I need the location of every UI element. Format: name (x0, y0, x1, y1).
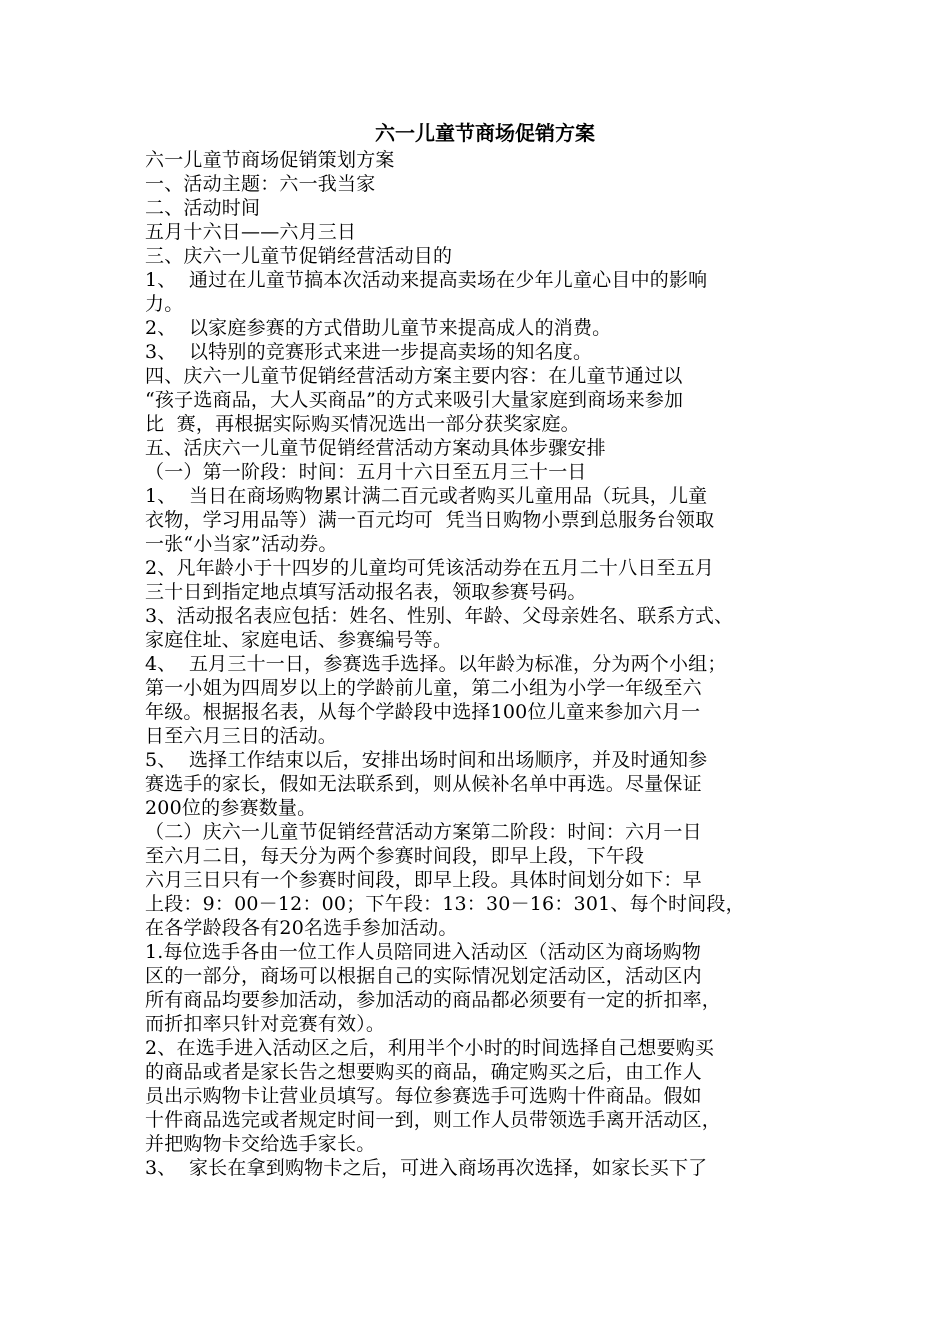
text-line: 三、庆六一儿童节促销经营活动目的 (145, 245, 453, 267)
text-line: 六月三日只有一个参赛时间段，即早上段。具体时间划分如下：早 (145, 869, 702, 891)
text-line: 区的一部分，商场可以根据自己的实际情况划定活动区，活动区内 (145, 965, 702, 987)
text-line: 第一小姐为四周岁以上的学龄前儿童，第二小组为小学一年级至六 (145, 677, 702, 699)
text-line: 2、 以家庭参赛的方式借助儿童节来提高成人的消费。 (145, 317, 612, 339)
text-line: 三十日到指定地点填写活动报名表，领取参赛号码。 (145, 581, 587, 603)
text-line: 五月十六日——六月三日 (145, 221, 357, 243)
text-line: 1、 通过在儿童节搞本次活动来提高卖场在少年儿童心目中的影响 (145, 269, 708, 291)
text-line: 十件商品选完或者规定时间一到，则工作人员带领选手离开活动区， (145, 1109, 722, 1131)
text-line: 一张“小当家”活动券。 (145, 533, 338, 555)
text-line: 4、 五月三十一日，参赛选手选择。以年龄为标准，分为两个小组； (145, 653, 727, 675)
text-line: （一）第一阶段：时间：五月十六日至五月三十一日 (145, 461, 587, 483)
text-line: 2、凡年龄小于十四岁的儿童均可凭该活动券在五月二十八日至五月 (145, 557, 715, 579)
text-line: 2、在选手进入活动区之后，利用半个小时的时间选择自己想要购买 (145, 1037, 715, 1059)
text-line: 一、活动主题：六一我当家 (145, 173, 376, 195)
text-line: 家庭住址、家庭电话、参赛编号等。 (145, 629, 453, 651)
text-line: 赛选手的家长，假如无法联系到，则从候补名单中再选。尽量保证 (145, 773, 702, 795)
document-page (145, 120, 825, 1180)
text-line: （二）庆六一儿童节促销经营活动方案第二阶段：时间：六月一日 (145, 821, 702, 843)
text-line: 至六月二日，每天分为两个参赛时间段，即早上段，下午段 (145, 845, 645, 867)
text-line: 日至六月三日的活动。 (145, 725, 338, 747)
text-line: 比 赛，再根据实际购买情况选出一部分获奖家庭。 (145, 413, 580, 435)
text-line: 3、 家长在拿到购物卡之后，可进入商场再次选择，如家长买下了 (145, 1157, 708, 1179)
text-line: 二、活动时间 (145, 197, 261, 219)
document-body (145, 148, 825, 1180)
text-line: 四、庆六一儿童节促销经营活动方案主要内容：在儿童节通过以 (145, 365, 683, 387)
text-line: 在各学龄段各有20名选手参加活动。 (145, 917, 458, 939)
text-line: 3、 以特别的竞赛形式来进一步提高卖场的知名度。 (145, 341, 593, 363)
text-line: 员出示购物卡让营业员填写。每位参赛选手可选购十件商品。假如 (145, 1085, 702, 1107)
text-line: 1、 当日在商场购物累计满二百元或者购买儿童用品（玩具，儿童 (145, 485, 708, 507)
text-line: 而折扣率只针对竞赛有效）。 (145, 1013, 386, 1035)
text-line: 1.每位选手各由一位工作人员陪同进入活动区（活动区为商场购物 (145, 941, 702, 963)
text-line: 的商品或者是家长告之想要购买的商品，确定购买之后，由工作人 (145, 1061, 702, 1083)
text-line: 衣物，学习用品等）满一百元均可 凭当日购物小票到总服务台领取 (145, 509, 715, 531)
text-line: 年级。根据报名表，从每个学龄段中选择100位儿童来参加六月一 (145, 701, 701, 723)
text-line: “孩子选商品，大人买商品”的方式来吸引大量家庭到商场来参加 (145, 389, 684, 411)
text-line: 并把购物卡交给选手家长。 (145, 1133, 376, 1155)
text-line: 力。 (145, 293, 184, 315)
text-line: 3、活动报名表应包括：姓名、性别、年龄、父母亲姓名、联系方式、 (145, 605, 734, 627)
text-line: 5、 选择工作结束以后，安排出场时间和出场顺序，并及时通知参 (145, 749, 708, 771)
text-line: 所有商品均要参加活动，参加活动的商品都必须要有一定的折扣率， (145, 989, 722, 1011)
text-line: 五、活庆六一儿童节促销经营活动方案动具体步骤安排 (145, 437, 606, 459)
text-line: 上段：9：00－12：00；下午段：13：30－16：301、每个时间段， (145, 893, 745, 915)
text-line: 200位的参赛数量。 (145, 797, 317, 819)
text-line: 六一儿童节商场促销策划方案 (145, 149, 395, 171)
document-title: 六一儿童节商场促销方案 (375, 121, 595, 145)
